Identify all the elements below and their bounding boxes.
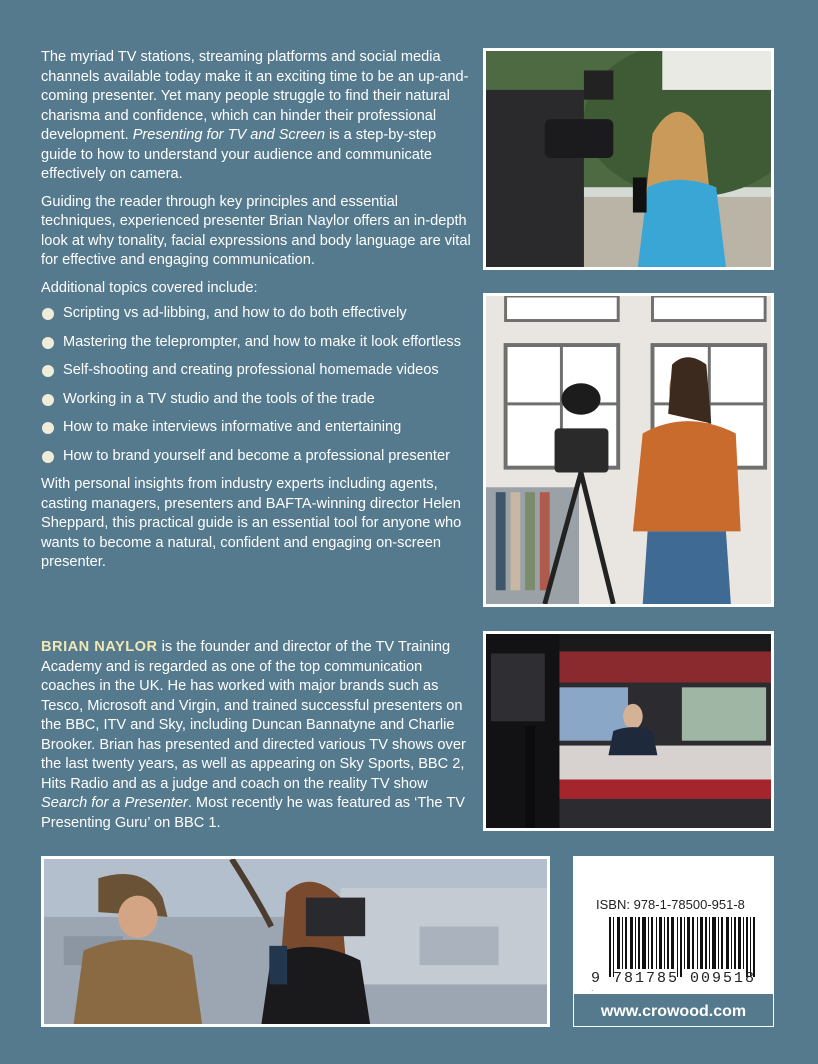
list-item: Mastering the teleprompter, and how to make it look effortless [41,333,473,353]
barcode-panel [573,856,774,1027]
photo-studio-presenter [483,293,774,607]
isbn-number: ISBN: 978-1-78500-951-8 [596,897,745,912]
topics-list [41,304,473,466]
barcode-icon [609,917,757,977]
author-name: BRIAN NAYLOR [41,639,158,655]
bullet-icon [42,451,54,463]
publisher-website[interactable]: www.crowood.com [574,991,773,1026]
bullet-icon [42,337,54,349]
list-item: Working in a TV studio and the tools of the trade [41,390,473,410]
bullet-icon [42,394,54,406]
blurb-paragraph-2: Guiding the reader through key principles and essential techniques, experienced presenter Brian Naylor offers an in-depth look at why tonality, facial expressions and body language are vital for effective and engaging communication. [41,193,471,268]
photo-street-interview [41,856,550,1027]
bullet-icon [42,422,54,434]
show-title: Search for a Presenter [41,795,188,811]
list-item: Self-shooting and creating professional homemade videos [41,361,473,381]
bullet-icon [42,308,54,320]
blurb [41,48,473,581]
list-item: How to make interviews informative and entertaining [41,418,473,438]
blurb-paragraph-1: The myriad TV stations, streaming platforms and social media channels available today make it an exciting time to be an up-and-coming presenter. Yet many people struggle to find their natural charisma and confidence, which can hinder their professional development. Presenting for TV and Screen is a step-by-step guide to how to understand your audience and communicate effectively on camera. [41,49,469,182]
author-bio: BRIAN NAYLOR is the founder and director of the TV Training Academy and is regarded as one of the top communication coaches in the UK. He has worked with major brands such as Tesco, Microsoft and Virgin, and trained successful presenters on the BBC, ITV and Sky, including Duncan Bannatyne and Charlie Brooker. Brian has presented and directed various TV shows over the last twenty years, as well as appearing on Sky Sports, BBC 2, Hits Radio and as a judge and coach on the reality TV show Search for a Presenter. Most recently he was featured as ‘The TV Presenting Guru’ on BBC 1. [41,639,466,831]
topics-intro: Additional topics covered include: [41,279,258,296]
bullet-icon [42,365,54,377]
barcode-digits: 9 781785 009518 [591,970,757,987]
photo-news-studio [483,631,774,831]
blurb-paragraph-3: With personal insights from industry experts including agents, casting managers, presenters and BAFTA-winning director Helen Sheppard, this practical guide is an essential tool for anyone who wants to become a natural, confident and engaging on-screen presenter. [41,476,462,570]
book-title: Presenting for TV and Screen [132,127,325,143]
photo-interview-camera [483,48,774,270]
list-item: How to brand yourself and become a professional presenter [41,447,473,467]
list-item: Scripting vs ad-libbing, and how to do both effectively [41,304,473,324]
